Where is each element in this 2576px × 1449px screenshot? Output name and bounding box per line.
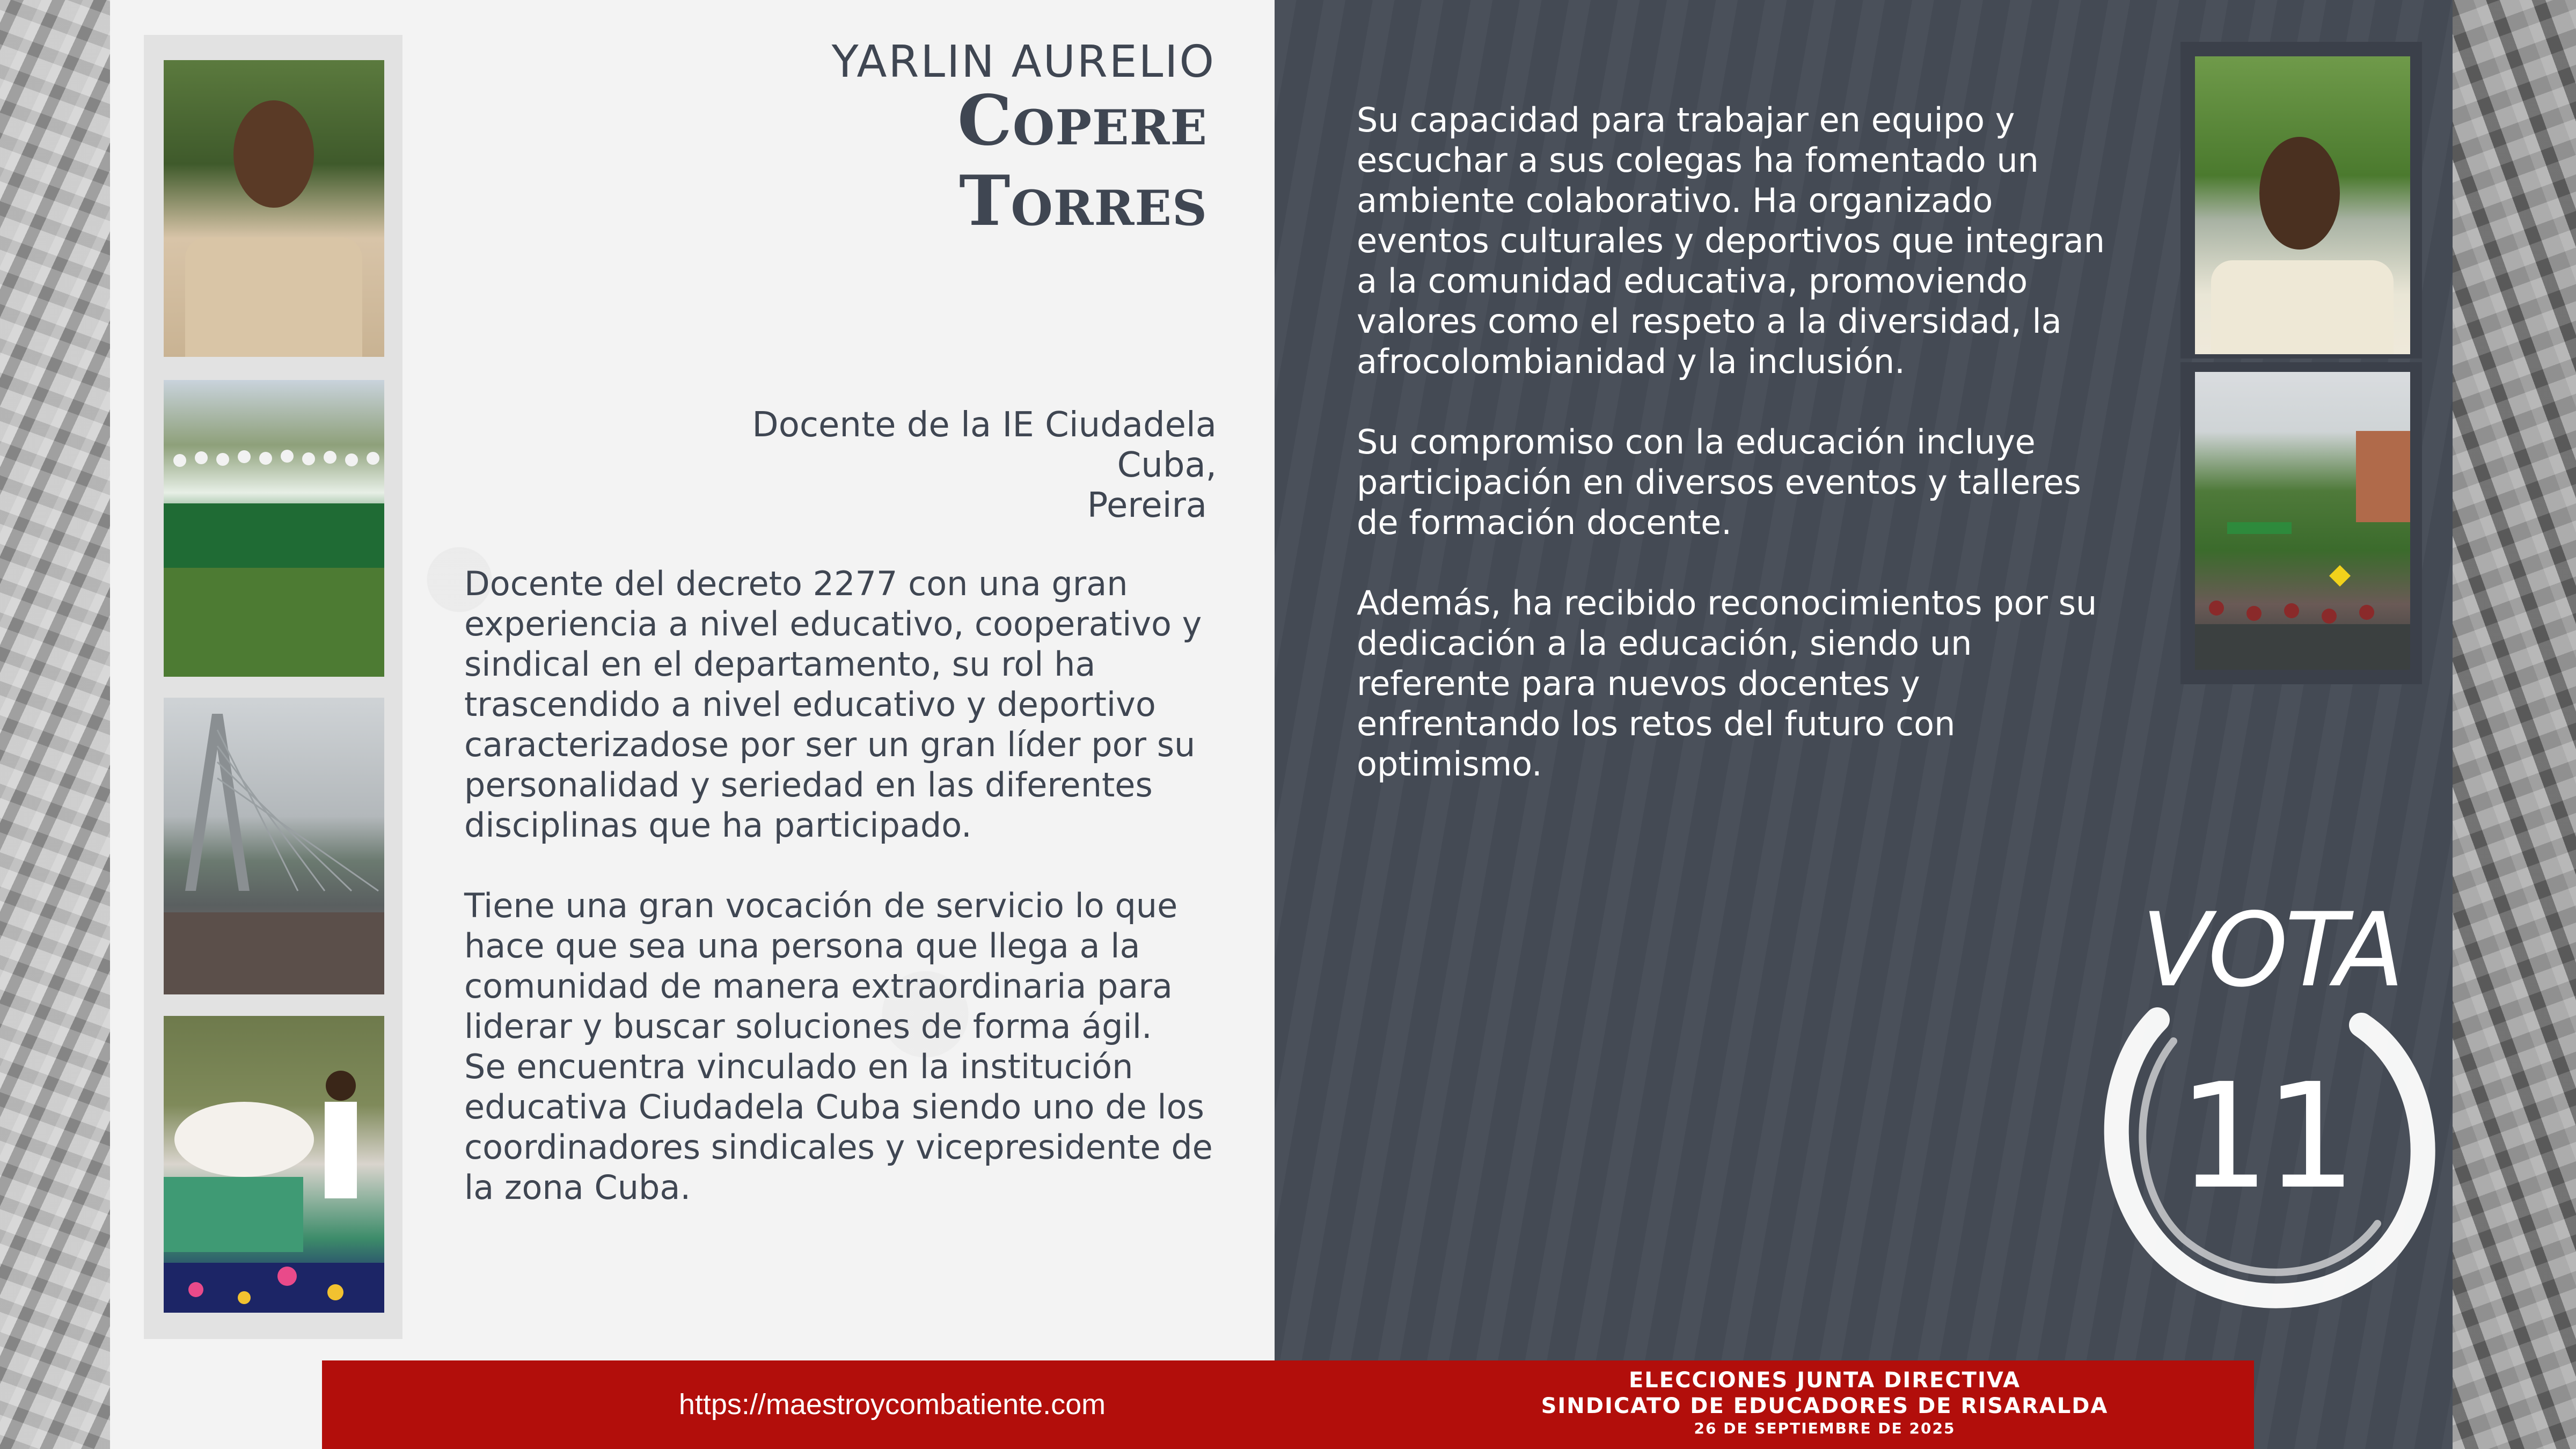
election-title: ELECCIONES JUNTA DIRECTIVA bbox=[1628, 1368, 2021, 1393]
football-team-photo bbox=[164, 380, 384, 677]
portrait-photo bbox=[164, 60, 384, 357]
left-biography bbox=[464, 564, 1226, 1208]
bridge-drawing bbox=[164, 698, 384, 994]
candidate-first-names: YARLIN AURELIO bbox=[831, 36, 1216, 87]
vote-number: 11 bbox=[2178, 1052, 2352, 1221]
monument-drawing bbox=[164, 1016, 384, 1313]
monument-photo bbox=[164, 1016, 384, 1313]
biography-paragraph-4: Su compromiso con la educación incluye participación en diversos eventos y talleres de formación docente. bbox=[1357, 422, 2081, 542]
website-link[interactable]: https://maestroycombatiente.com bbox=[678, 1388, 1106, 1421]
election-date: 26 DE SEPTIEMBRE DE 2025 bbox=[1694, 1419, 1956, 1437]
right-biography bbox=[1357, 100, 2129, 784]
bridge-crowd-photo bbox=[164, 698, 384, 994]
election-info bbox=[1529, 1367, 2120, 1438]
position-line-1: Docente de la IE Ciudadela Cuba, bbox=[752, 405, 1217, 485]
background-crowd-right bbox=[2453, 0, 2576, 1449]
selfie-photo bbox=[2195, 56, 2410, 354]
candidate-position bbox=[644, 405, 1217, 526]
position-line-2: Pereira bbox=[1087, 486, 1207, 525]
candidate-last-names: Copere Torres bbox=[957, 80, 1208, 241]
biography-paragraph-1: Docente del decreto 2277 con una gran experiencia a nivel educativo, cooperativo y sindical en el departamento, su rol ha trascendido a nivel educativo y deportivo caracterizadose por ser un gran líder por su personalidad y seriedad en las diferentes disciplinas que ha participado. bbox=[464, 564, 1202, 845]
march-drawing bbox=[2195, 372, 2410, 670]
biography-paragraph-2: Tiene una gran vocación de servicio lo que hace que sea una persona que llega a la comunidad de manera extraordinaria para liderar y buscar soluciones de forma ágil. Se encuentra vinculado en la institución educativa Ciudadela Cuba siendo uno de los coordinadores sindicales y vicepresidente de la zona Cuba. bbox=[464, 886, 1213, 1207]
vote-label: VOTA bbox=[2141, 891, 2402, 1009]
biography-paragraph-5: Además, ha recibido reconocimientos por su dedicación a la educación, siendo un referente para nuevos docentes y enfrentando los retos del futuro con optimismo. bbox=[1357, 583, 2097, 784]
background-crowd-left bbox=[0, 0, 110, 1449]
team-silhouette bbox=[164, 380, 384, 677]
union-name: SINDICATO DE EDUCADORES DE RISARALDA bbox=[1541, 1394, 2109, 1418]
biography-paragraph-3: Su capacidad para trabajar en equipo y escuchar a sus colegas ha fomentado un ambiente colaborativo. Ha organizado eventos culturales y deportivos que integran a la comunidad educativa, promoviendo valores como el respeto a la diversidad, la afrocolombianidad y la inclusión. bbox=[1357, 100, 2105, 381]
march-photo bbox=[2195, 372, 2410, 670]
